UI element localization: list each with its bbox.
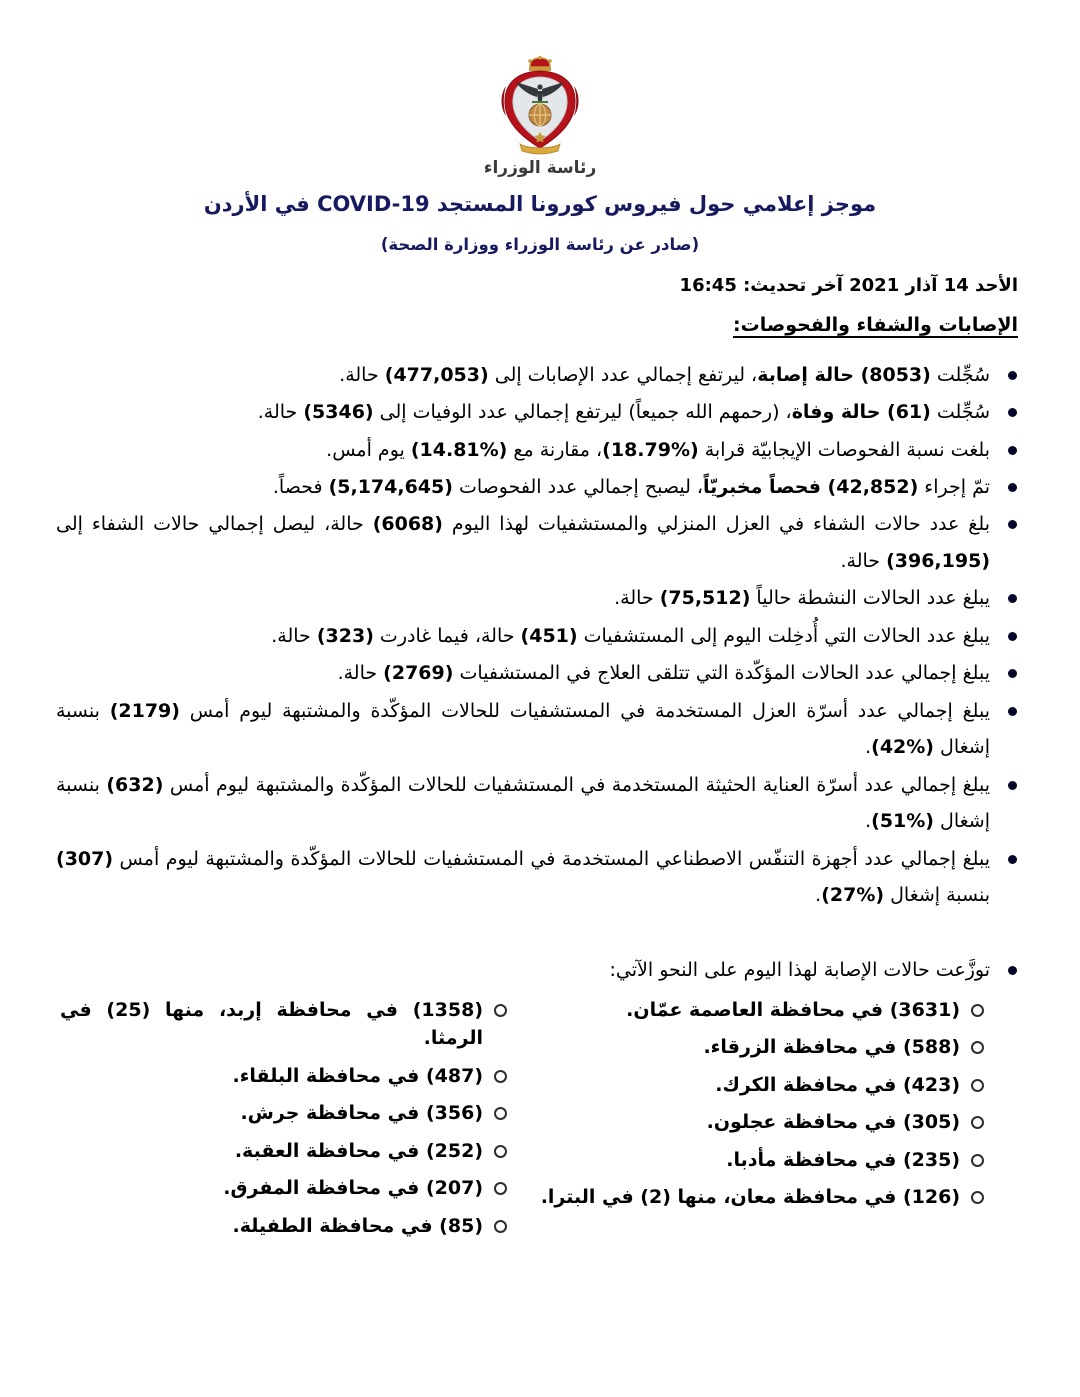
bold-text-segment: (61) حالة وفاة [791,401,931,424]
disc-bullet-icon [1008,632,1017,641]
bold-text-segment: (305) في محافظة عجلون. [706,1111,960,1134]
bullet-text [56,848,990,906]
stat-bullet-item [56,655,1024,691]
circle-bullet-icon [971,1116,984,1129]
circle-bullet-icon [494,1070,507,1083]
disc-bullet-icon [1008,855,1017,864]
stat-bullet-item [56,469,1024,505]
bold-text-segment: (2179) [109,699,180,722]
bullet-text [614,587,990,609]
circle-bullet-icon [971,1004,984,1017]
bullet-text [271,625,990,647]
governorate-item [60,996,513,1053]
bold-text-segment: (1358) في محافظة إربد، منها (25) في الرمثا. [60,998,483,1050]
governorate-list-primary [537,996,990,1212]
stat-bullet-item [56,394,1024,430]
distribution-intro [56,952,1024,988]
bold-text-segment: (423) في محافظة الكرك. [715,1073,960,1096]
bold-text-segment: (207) في محافظة المفرق. [223,1177,483,1200]
text-segment: ، مقارنة مع [507,438,603,461]
bold-text-segment: (252) في محافظة العقبة. [234,1139,483,1162]
page-header [0,0,1080,256]
stat-bullet-item [56,357,1024,393]
section-header [0,311,1080,340]
bold-text-segment: (487) في محافظة البلقاء. [232,1064,483,1087]
bullet-text [541,1186,960,1208]
disc-bullet-icon [1008,781,1017,790]
bullet-text [726,1149,960,1171]
bold-text-segment: (5346) [303,401,374,424]
bold-text-segment: (356) في محافظة جرش. [240,1102,483,1125]
disc-bullet-icon [1008,669,1017,678]
bullet-text [338,662,990,684]
bullet-text [707,1111,960,1133]
bold-text-segment: (85) في محافظة الطفيلة. [232,1214,483,1237]
governorate-item [537,1108,990,1137]
stat-bullet-item [56,841,1024,914]
governorate-item [60,1099,513,1128]
bold-text-segment: (%42) [871,736,934,759]
circle-bullet-icon [494,1220,507,1233]
text-segment: ، ليرتفع إجمالي عدد الإصابات إلى [488,363,758,386]
bold-text-segment: (8053) حالة إصابة [757,363,931,386]
text-segment: حالة. [271,624,317,647]
circle-bullet-icon [494,1004,507,1017]
text-segment: يبلغ إجمالي عدد أسرّة العزل المستخدمة في المستشفيات للحالات المؤكّدة والمشتبهة ليوم أمس [179,699,990,722]
bold-text-segment: (%18.79) [602,438,699,461]
bullet-text [703,1036,960,1058]
stat-bullet-item [56,693,1024,766]
text-segment: يوم أمس. [326,438,411,461]
text-segment: . [815,884,822,907]
bold-text-segment: (323) [316,624,374,647]
stat-bullet-item [56,432,1024,468]
disc-bullet-icon [1008,483,1017,492]
bullet-text [258,401,990,423]
distribution-intro-text: توزَّعت حالات الإصابة لهذا اليوم على النحو الآتي: [609,958,990,981]
stat-bullet-item [56,618,1024,654]
circle-bullet-icon [494,1182,507,1195]
bold-text-segment: (6068) [372,513,443,536]
bullet-text [626,999,960,1021]
circle-bullet-icon [971,1191,984,1204]
bold-text-segment: (451) [520,624,578,647]
page-subtitle: (صادر عن رئاسة الوزراء ووزارة الصحة) [380,234,700,254]
logo-caption: رئاسة الوزراء [483,158,597,178]
date-line: الأحد 14 آذار 2021 آخر تحديث: 16:45 [679,274,1018,296]
circle-bullet-icon [971,1041,984,1054]
bold-text-segment: (632) [106,773,164,796]
stat-bullet-item [56,580,1024,616]
text-segment: تمّ إجراء [918,475,990,498]
circle-bullet-icon [494,1107,507,1120]
bold-text-segment: (396,195) [886,549,990,572]
text-segment: بنسبة إشغال [884,884,990,907]
stat-bullet-item [56,767,1024,840]
bullet-text [273,476,990,498]
governorate-column-primary [537,996,990,1250]
coat-of-arms [480,56,600,178]
text-segment: حالة. [614,587,660,610]
bold-text-segment: (75,512) [659,587,751,610]
text-segment: ، (رحمهم الله جميعاً) ليرتفع إجمالي عدد الوفيات إلى [373,401,792,424]
bullet-text [56,513,990,571]
disc-bullet-icon [1008,408,1017,417]
text-segment: بلغ عدد حالات الشفاء في العزل المنزلي والمستشفيات لهذا اليوم [442,513,990,536]
section-header-text: الإصابات والشفاء والفحوصات: [733,314,1018,337]
text-segment: بنسبة إشغال [56,699,990,759]
bold-text-segment: (2769) [383,662,454,685]
text-segment: . [865,810,872,833]
text-segment: حالة، ليصل إجمالي حالات الشفاء إلى [56,513,373,536]
bold-text-segment: (126) في محافظة معان، منها (2) في البترا. [540,1186,960,1209]
bold-text-segment: (235) في محافظة مأدبا. [726,1148,960,1171]
bullet-text [233,1215,483,1237]
text-segment: حالة. [257,401,304,424]
bold-text-segment: (3631) في محافظة العاصمة عمّان. [626,998,960,1021]
text-segment: يبلغ عدد الحالات النشطة حالياً [750,587,990,610]
disc-bullet-icon [1008,707,1017,716]
bold-text-segment: (%27) [821,884,885,907]
text-segment: يبلغ إجمالي عدد أسرّة العناية الحثيثة المستخدمة في المستشفيات للحالات المؤكّدة والمشتبهة ليوم أمس [163,773,990,796]
page-title: موجز إعلامي حول فيروس كورونا المستجد ⁦COVID-19⁩ في الأردن [203,192,877,217]
bold-text-segment: (%51) [871,810,934,833]
text-segment: ، ليصبح إجمالي عدد الفحوصات [452,475,704,498]
disc-bullet-icon [1008,446,1017,455]
bold-text-segment: (5,174,645) [328,475,453,498]
disc-bullet-icon [1008,520,1017,529]
text-segment: حالة. [840,549,887,572]
bullet-text [326,439,990,461]
bold-text-segment: (588) في محافظة الزرقاء. [703,1036,960,1059]
governorate-item [537,1183,990,1212]
bold-text-segment: (42,852) فحصاً مخبريّاً [703,475,919,498]
text-segment: فحصاً. [272,475,329,498]
bullet-text [339,364,990,386]
circle-bullet-icon [971,1154,984,1167]
text-segment: بلغت نسبة الفحوصات الإيجابيّة قرابة [698,438,990,461]
circle-bullet-icon [494,1145,507,1158]
jordan-coat-of-arms-icon [480,56,600,156]
bullet-text [715,1074,960,1096]
governorate-item [537,1146,990,1175]
text-segment: بنسبة إشغال [56,773,990,833]
governorate-list-secondary [60,996,513,1241]
circle-bullet-icon [971,1079,984,1092]
governorate-item [60,1212,513,1241]
bullet-text [56,700,990,758]
disc-bullet-icon [1008,594,1017,603]
text-segment: يبلغ إجمالي عدد الحالات المؤكّدة التي تتلقى العلاج في المستشفيات [453,662,990,685]
text-segment: . [865,736,872,759]
disc-bullet-icon [1008,371,1017,380]
text-segment: سُجِّلت [930,401,990,424]
text-segment: يبلغ إجمالي عدد أجهزة التنفّس الاصطناعي المستخدمة في المستشفيات للحالات المؤكّدة والمشتبهة ليوم أمس [113,847,990,870]
bullet-text [60,999,483,1050]
bullet-text [223,1177,483,1199]
bold-text-segment: (477,053) [384,363,489,386]
bullet-text [235,1140,483,1162]
bold-text-segment: (%14.81) [410,438,508,461]
stats-bullet-list [56,357,1024,914]
text-segment: سُجِّلت [930,363,990,386]
bold-text-segment: (307) [56,847,114,870]
bullet-text [240,1102,483,1124]
governorate-column-secondary [60,996,513,1250]
text-segment: يبلغ عدد الحالات التي أُدخِلت اليوم إلى المستشفيات [577,624,990,647]
bullet-text [232,1065,483,1087]
disc-bullet-icon [1008,966,1017,975]
distribution-columns [0,996,1080,1250]
text-segment: حالة. [339,363,385,386]
governorate-item [537,1033,990,1062]
text-segment: حالة، فيما غادرت [373,624,521,647]
governorate-item [537,996,990,1025]
governorate-item [60,1174,513,1203]
text-segment: حالة. [337,662,384,685]
governorate-item [537,1071,990,1100]
governorate-item [60,1137,513,1166]
stat-bullet-item [56,506,1024,579]
governorate-item [60,1062,513,1091]
bullet-text [56,774,990,832]
